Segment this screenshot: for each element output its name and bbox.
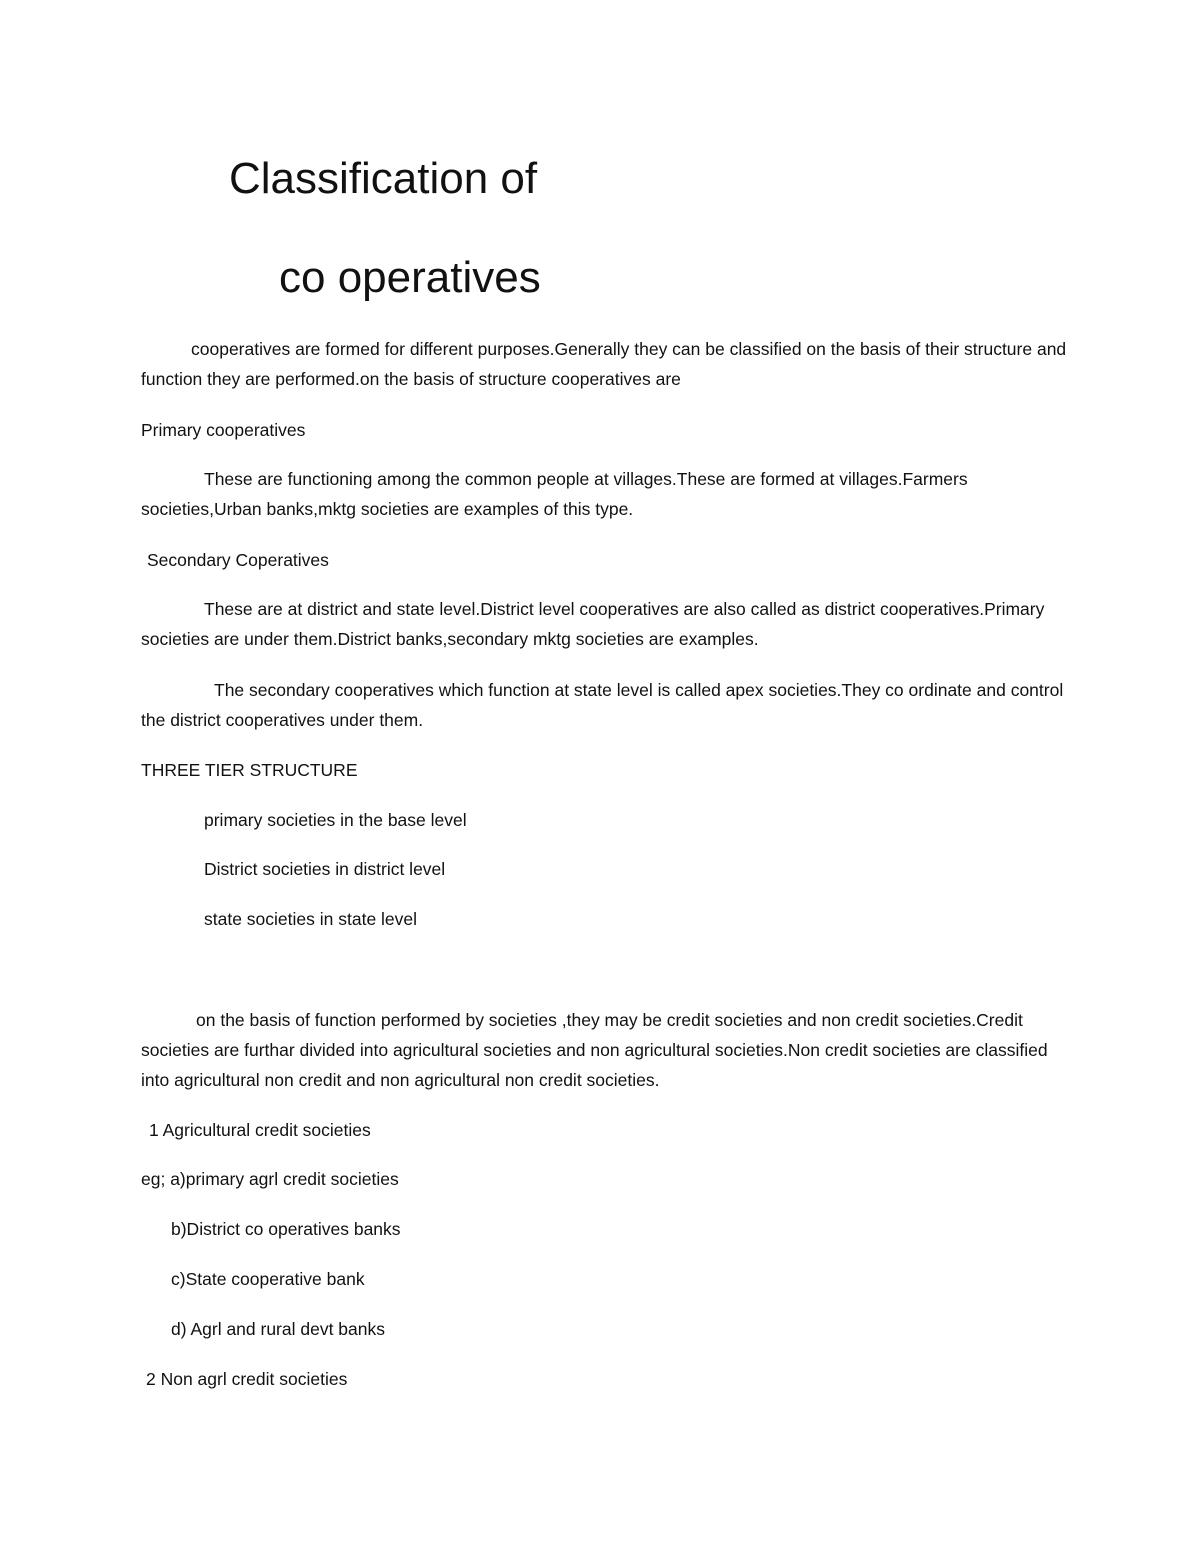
agri-example-item: d) Agrl and rural devt banks xyxy=(171,1319,386,1339)
primary-cooperatives-paragraph: These are functioning among the common people at villages.These are formed at villages.Farmers societies,Urban banks,mktg societies are examples of this type. xyxy=(141,469,968,519)
document-title-line-1: Classification of xyxy=(229,154,538,203)
intro-paragraph: cooperatives are formed for different purposes.Generally they can be classified on the basis of their structure and function they are performed.on the basis of structure cooperatives are xyxy=(141,339,1067,389)
function-basis-paragraph: on the basis of function performed by societies ,they may be credit societies and non credit societies.Credit societies are furthar divided into agricultural societies and non agricultural societies.Non credit societies are classified into agricultural non credit and non agricultural non credit societies. xyxy=(141,1010,1048,1090)
agri-example-item: b)District co operatives banks xyxy=(171,1219,401,1239)
agricultural-credit-heading: 1 Agricultural credit societies xyxy=(149,1120,371,1140)
tier-item: state societies in state level xyxy=(204,909,418,929)
tier-item: primary societies in the base level xyxy=(204,810,467,830)
agri-example-item: c)State cooperative bank xyxy=(171,1269,365,1289)
non-agricultural-credit-heading: 2 Non agrl credit societies xyxy=(146,1369,348,1389)
agri-example-item: eg; a)primary agrl credit societies xyxy=(141,1169,399,1189)
tier-item: District societies in district level xyxy=(204,859,446,879)
apex-societies-paragraph: The secondary cooperatives which function at state level is called apex societies.They co ordinate and control the district cooperatives under them. xyxy=(141,680,1064,730)
three-tier-structure-heading: THREE TIER STRUCTURE xyxy=(141,760,358,780)
primary-cooperatives-heading: Primary cooperatives xyxy=(141,420,306,440)
secondary-cooperatives-paragraph: These are at district and state level.District level cooperatives are also called as district cooperatives.Primary societies are under them.District banks,secondary mktg societies are examples. xyxy=(141,599,1045,649)
document-title-line-2: co operatives xyxy=(279,253,541,302)
secondary-cooperatives-heading: Secondary Coperatives xyxy=(147,550,329,570)
